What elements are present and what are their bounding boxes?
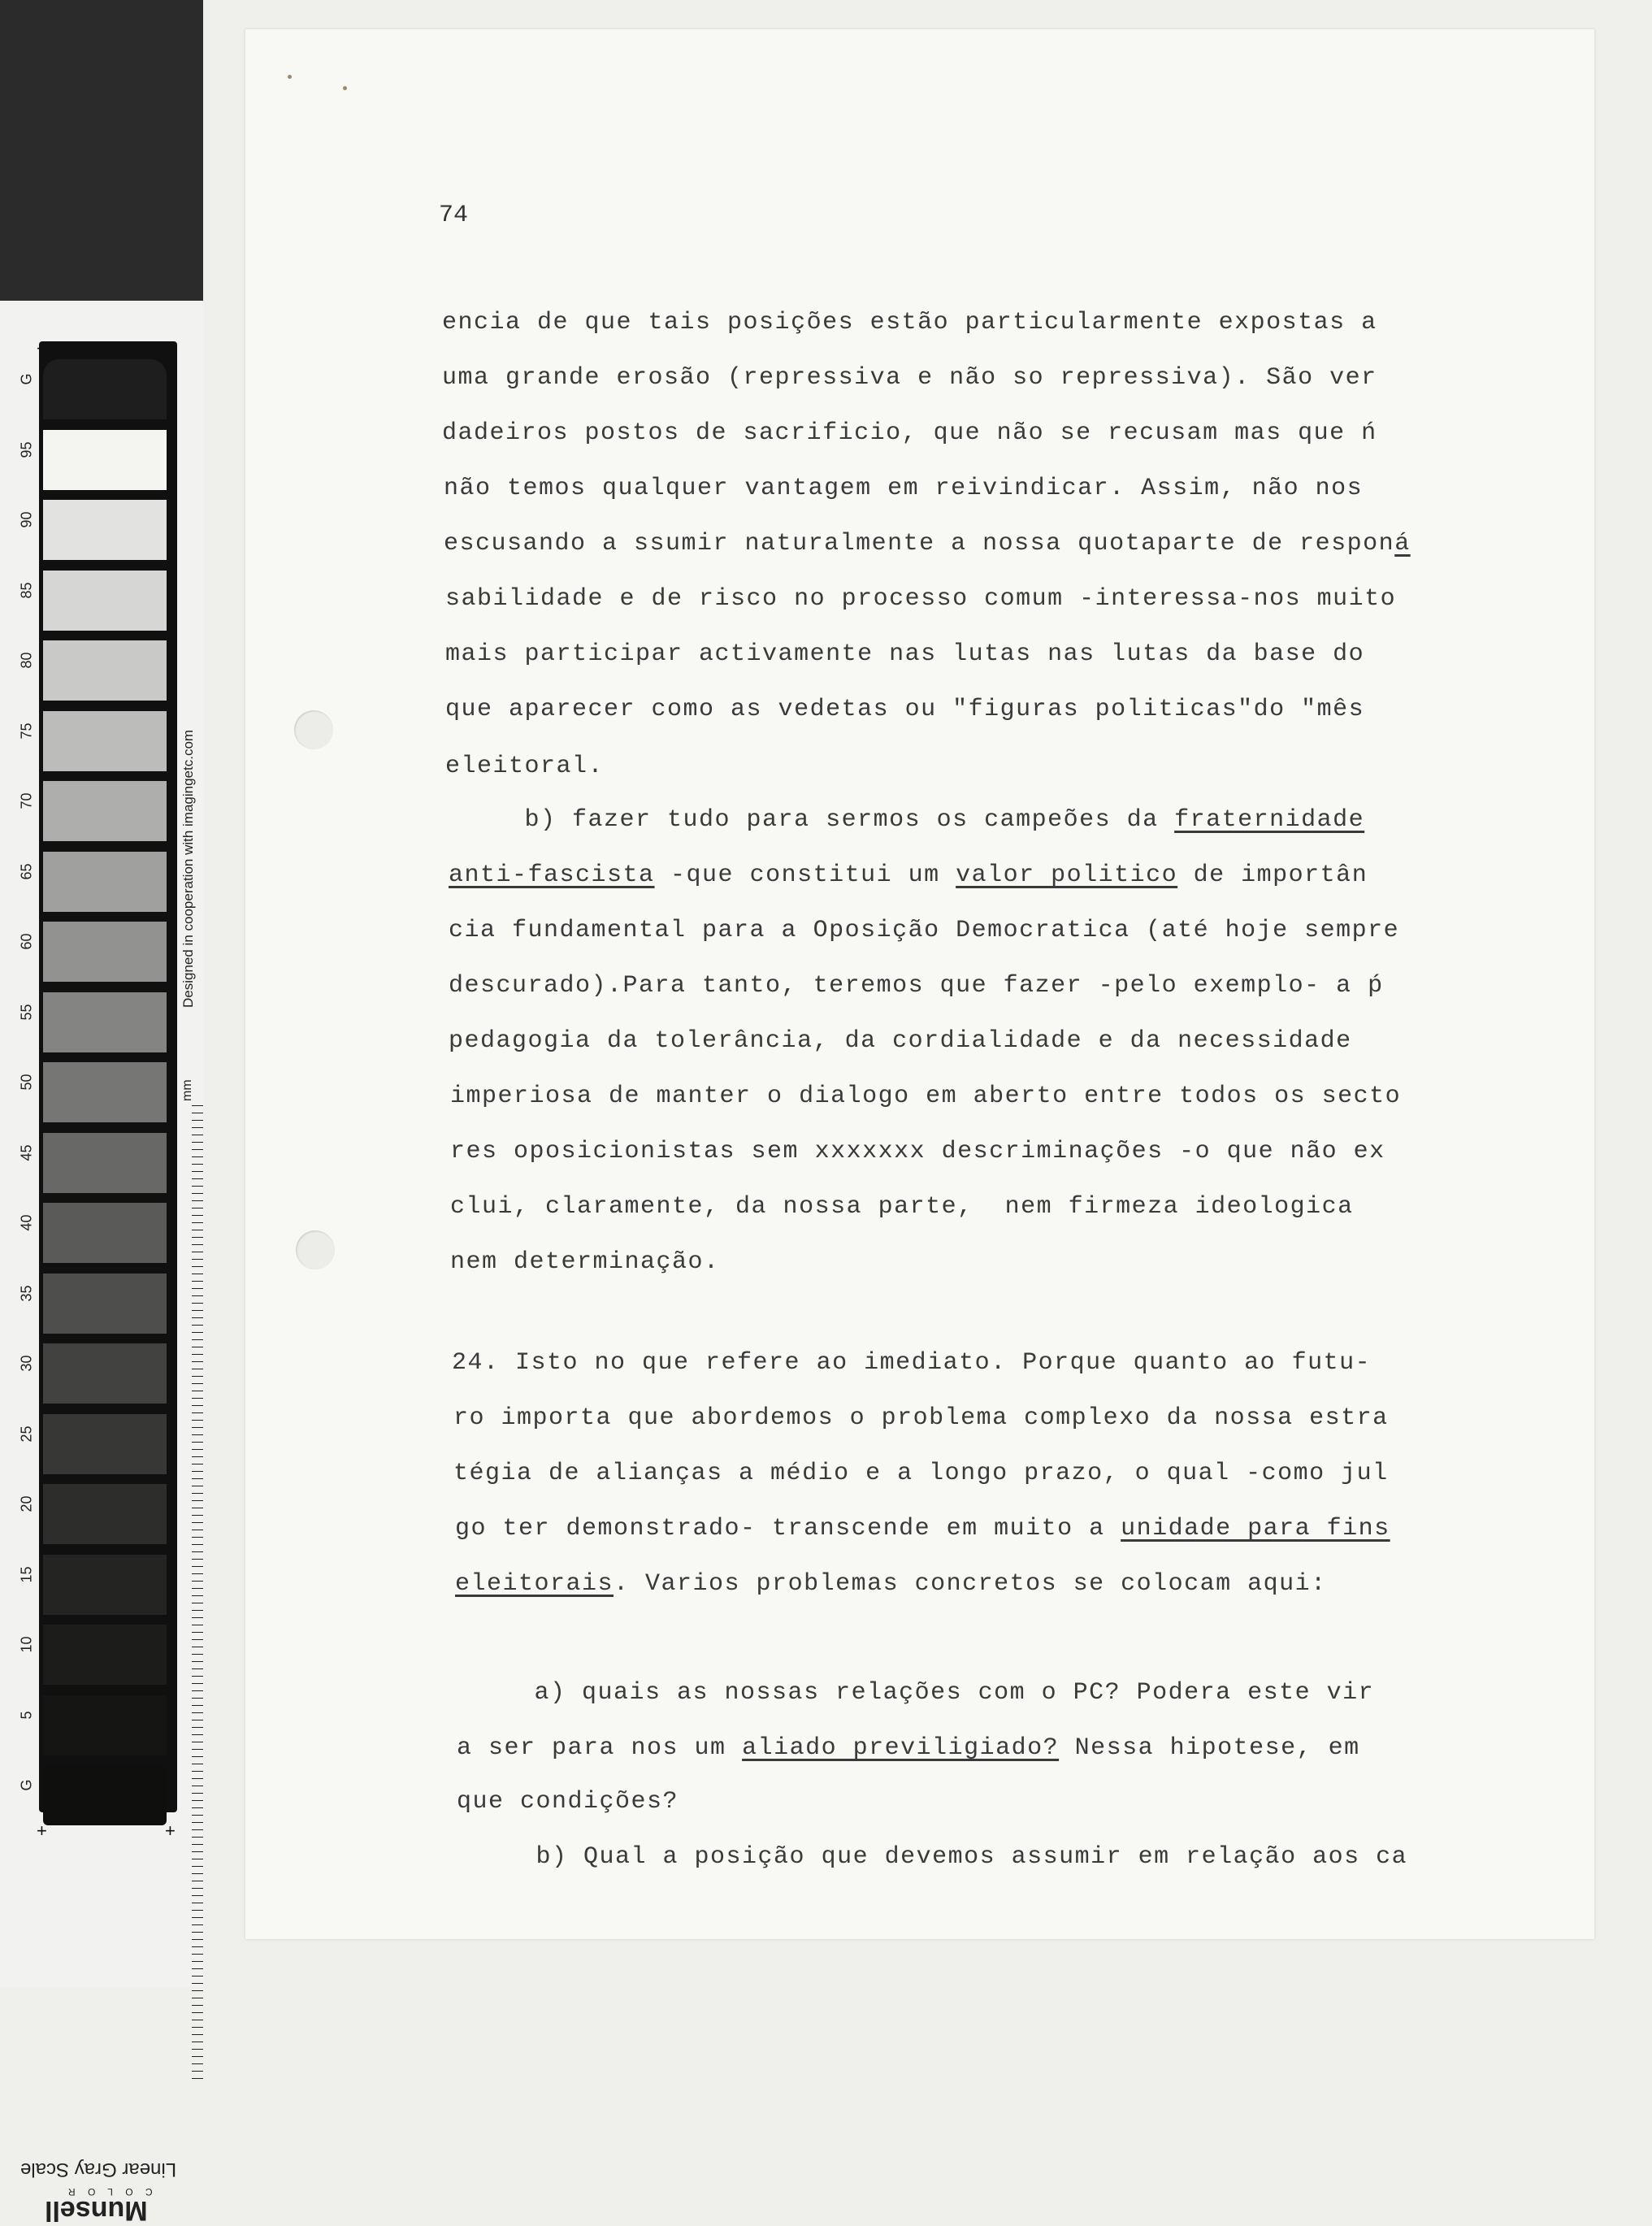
gray-scale-number: 70: [18, 792, 35, 809]
gray-swatch: [43, 430, 167, 490]
registration-mark: +: [37, 338, 47, 358]
underlined-phrase: fraternidade: [1174, 806, 1365, 834]
text-line: [449, 917, 1399, 944]
gray-scale-number: 30: [18, 1355, 35, 1372]
munsell-logo: Munsell: [45, 2195, 148, 2226]
gray-swatch: [43, 922, 167, 982]
text-line: [444, 475, 1363, 502]
registration-mark: +: [165, 1820, 176, 1841]
text-segment: sabilidade e de risco no processo comum -interessa-nos muito: [445, 585, 1397, 613]
gray-scale-number: G: [18, 1779, 35, 1791]
text-line: [444, 530, 1411, 558]
text-segment: res oposicionistas sem xxxxxxx descriminações -o que não ex: [450, 1138, 1385, 1165]
page-number: 74: [439, 202, 469, 229]
gray-scale-strip: [39, 341, 177, 1812]
text-segment: clui, claramente, da nossa parte, nem firmeza ideologica: [450, 1193, 1354, 1221]
gray-swatch: [43, 1484, 167, 1544]
gray-swatch: [43, 1274, 167, 1334]
text-line: [449, 861, 1368, 889]
text-segment: -que constitui um: [654, 861, 956, 889]
text-line: [445, 753, 604, 780]
text-line: [450, 1083, 1401, 1110]
text-line: [442, 309, 1377, 336]
text-segment: Nessa hipotese, em: [1059, 1734, 1360, 1762]
gray-scale-card: [0, 301, 203, 2226]
gray-scale-number: 15: [18, 1565, 35, 1583]
gray-swatch: [43, 359, 167, 419]
text-segment: imperiosa de manter o dialogo em aberto entre todos os secto: [450, 1083, 1402, 1110]
gray-scale-number: 40: [18, 1214, 35, 1231]
gray-swatch: [43, 711, 167, 771]
text-line: [445, 696, 1364, 723]
text-segment: a ser para nos um: [457, 1734, 743, 1762]
punch-hole: [294, 710, 333, 749]
gray-swatch: [43, 640, 167, 701]
mm-label: mm: [180, 1079, 194, 1101]
gray-scale-number: 5: [18, 1711, 35, 1720]
brand-subtitle: C O L O R: [63, 2186, 153, 2198]
gray-scale-number: 65: [18, 862, 35, 880]
gray-scale-number: 25: [18, 1425, 35, 1443]
gray-scale-number: 60: [18, 933, 35, 950]
text-segment: pedagogia da tolerância, da cordialidade e da necessidade: [449, 1027, 1352, 1055]
underlined-phrase: anti-fascista: [449, 861, 655, 889]
gray-swatch: [43, 1343, 167, 1404]
text-segment: b) Qual a posição que devemos assumir em relação aos ca: [457, 1843, 1408, 1871]
text-line: [457, 1734, 1360, 1762]
gray-scale-number: 90: [18, 511, 35, 528]
registration-mark: +: [161, 338, 171, 358]
text-line: [449, 1027, 1352, 1055]
text-line: [453, 1404, 1389, 1432]
gray-swatch: [43, 1765, 167, 1825]
text-segment: encia de que tais posições estão particularmente expostas a: [442, 309, 1377, 336]
gray-scale-number: 50: [18, 1074, 35, 1091]
text-segment: . Varios problemas concretos se colocam aqui:: [614, 1570, 1327, 1598]
underlined-phrase: aliado previligiado?: [742, 1734, 1060, 1762]
underlined-phrase: á: [1394, 530, 1411, 558]
text-line: [457, 1788, 679, 1816]
text-segment: que condições?: [457, 1788, 679, 1816]
gray-scale-number: 95: [18, 440, 35, 458]
ruler-credit-text: Designed in cooperation with imagingetc.com: [180, 729, 196, 1008]
gray-scale-number: 45: [18, 1143, 35, 1161]
text-segment: cia fundamental para a Oposição Democratica (até hoje sempre: [449, 917, 1400, 944]
linear-gray-scale-label: Linear Gray Scale: [20, 2159, 177, 2180]
text-segment: não temos qualquer vantagem em reivindicar. Assim, não nos: [444, 475, 1364, 502]
gray-swatch: [43, 500, 167, 560]
text-line: [453, 1460, 1389, 1487]
gray-swatch: [43, 571, 167, 631]
paper-speck: [288, 75, 292, 79]
registration-mark: +: [37, 1820, 47, 1841]
gray-swatch: [43, 852, 167, 912]
gray-swatch: [43, 992, 167, 1052]
text-line: [455, 1570, 1327, 1598]
text-line: [445, 806, 1364, 834]
text-segment: que aparecer como as vedetas ou "figuras politicas"do "mês: [445, 696, 1365, 723]
text-segment: go ter demonstrado- transcende em muito a: [455, 1515, 1121, 1543]
text-segment: descurado).Para tanto, teremos que fazer -pelo exemplo- a ṕ: [449, 972, 1384, 1000]
text-line: [455, 1679, 1374, 1707]
underlined-phrase: valor politico: [956, 861, 1178, 889]
gray-scale-number: 75: [18, 722, 35, 740]
gray-swatch: [43, 781, 167, 841]
gray-swatch: [43, 1203, 167, 1263]
paper-speck: [343, 86, 347, 90]
text-segment: nem determinação.: [450, 1248, 720, 1276]
text-segment: tégia de alianças a médio e a longo prazo, o qual -como jul: [453, 1460, 1389, 1487]
gray-scale-number: 10: [18, 1636, 35, 1653]
gray-scale-number: 20: [18, 1495, 35, 1512]
gray-scale-number: 85: [18, 581, 35, 599]
gray-scale-number: 35: [18, 1284, 35, 1302]
underlined-phrase: eleitorais: [455, 1570, 614, 1598]
gray-swatch: [43, 1133, 167, 1193]
gray-swatch: [43, 1555, 167, 1615]
gray-scale-number: G: [18, 373, 35, 385]
text-line: [450, 1138, 1385, 1165]
gray-swatch: [43, 1414, 167, 1474]
mm-ruler-ticks: [192, 1105, 203, 2081]
text-segment: dadeiros postos de sacrificio, que não se recusam mas que ń: [442, 419, 1377, 447]
gray-swatch: [43, 1062, 167, 1122]
gray-swatch: [43, 1695, 167, 1755]
gray-swatch: [43, 1625, 167, 1685]
text-segment: de importân: [1177, 861, 1368, 889]
text-segment: b) fazer tudo para sermos os campeões da: [445, 806, 1175, 834]
text-segment: uma grande erosão (repressiva e não so repressiva). São ver: [442, 364, 1377, 392]
text-segment: a) quais as nossas relações com o PC? Podera este vir: [455, 1679, 1375, 1707]
text-line: [455, 1515, 1390, 1543]
text-line: [442, 419, 1377, 447]
text-line: [457, 1843, 1407, 1871]
text-segment: mais participar activamente nas lutas nas lutas da base do: [445, 640, 1365, 668]
text-segment: ro importa que abordemos o problema complexo da nossa estra: [453, 1404, 1389, 1432]
text-line: [445, 640, 1364, 668]
text-line: [449, 972, 1384, 1000]
punch-hole: [296, 1230, 335, 1269]
text-line: [442, 364, 1377, 392]
document-page: [245, 29, 1594, 1939]
text-segment: 24. Isto no que refere ao imediato. Porque quanto ao futu-: [452, 1349, 1372, 1377]
gray-scale-number: 80: [18, 652, 35, 669]
text-line: [445, 585, 1396, 613]
text-line: [450, 1193, 1354, 1221]
text-line: [452, 1349, 1371, 1377]
underlined-phrase: unidade para fins: [1121, 1515, 1390, 1543]
text-line: [450, 1248, 720, 1276]
gray-scale-number: 55: [18, 1003, 35, 1021]
text-segment: escusando a ssumir naturalmente a nossa quotaparte de respon: [444, 530, 1395, 558]
text-segment: eleitoral.: [445, 753, 605, 780]
